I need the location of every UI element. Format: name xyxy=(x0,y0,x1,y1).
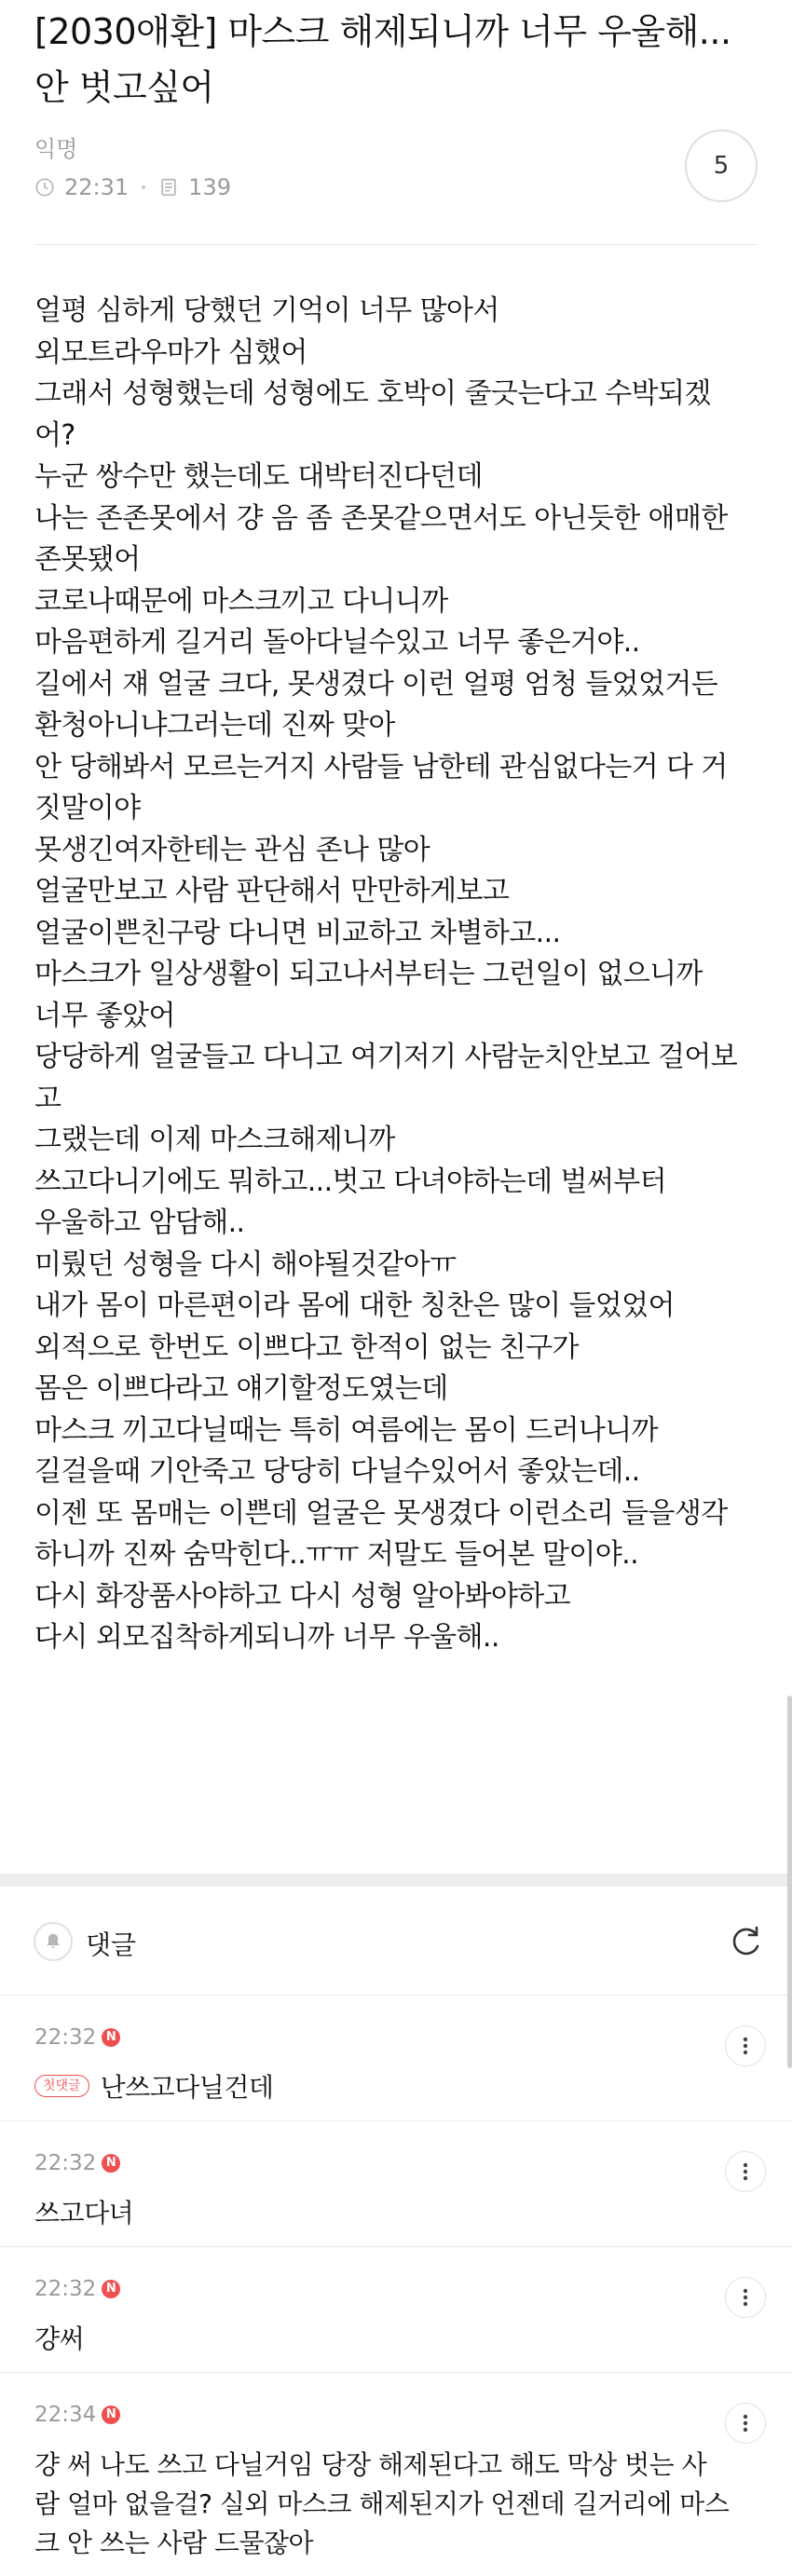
comment-text-line xyxy=(34,2446,724,2485)
post-body-line: 그래서 성형했는데 성형에도 호박이 줄긋는다고 수박되겠 xyxy=(34,377,711,410)
comment-time: 22:34 xyxy=(34,2403,97,2427)
post-body-line: 당당하게 얼굴들고 다니고 여기저기 사람눈치안보고 걸어보 xyxy=(34,1041,738,1073)
post-body-line: 마스크가 일상생활이 되고나서부터는 그런일이 없으니까 xyxy=(34,958,703,990)
comment-text xyxy=(34,2194,724,2233)
post-body-line: 못생긴여자한테는 관심 존나 많아 xyxy=(34,833,430,866)
post-body-line: 몸은 이쁘다라고 얘기할정도였는데 xyxy=(34,1372,448,1405)
post-title: [2030애환] 마스크 해제되니까 너무 우울해... 안 벗고싶어 xyxy=(34,11,731,108)
comment-time: 22:32 xyxy=(34,2277,97,2301)
post-body-line: 마음편하게 길거리 돌아다닐수있고 너무 좋은거야.. xyxy=(34,626,640,659)
post-body-line: 길걸을때 기안죽고 당당히 다닐수있어서 좋았는데.. xyxy=(34,1455,640,1488)
comment-text-line xyxy=(34,2524,724,2563)
comment-time: 22:32 xyxy=(34,2025,97,2050)
comment-text-line xyxy=(34,2194,724,2233)
comment-line-text: 난쓰고다닐건데 xyxy=(100,2072,274,2103)
comment-text xyxy=(34,2446,730,2563)
comment-text xyxy=(34,2068,724,2107)
comment-meta xyxy=(34,2276,120,2302)
post-body-line: 길에서 쟤 얼굴 크다, 못생겼다 이런 얼평 엄청 들었었거든 xyxy=(34,667,718,701)
comment-count-button[interactable]: 5 xyxy=(685,129,758,202)
view-count: 139 xyxy=(188,174,231,200)
scrollbar[interactable] xyxy=(787,1696,792,2068)
post-body-line: 쓰고다니기에도 뭐하고...벗고 다녀야하는데 벌써부터 xyxy=(34,1165,666,1198)
post-body-line: 외모트라우마가 심했어 xyxy=(34,335,307,369)
post-body-line: 내가 몸이 마른편이라 몸에 대한 칭찬은 많이 들었었어 xyxy=(34,1289,675,1322)
new-badge: N xyxy=(102,2028,120,2047)
post-body-line: 존못됐어 xyxy=(34,543,141,576)
comment-line-text: 크 안 쓰는 사람 드물잖아 xyxy=(34,2528,314,2558)
comment-item xyxy=(0,2120,792,2247)
comments-label: 댓글 xyxy=(86,1929,137,1960)
bell-icon[interactable] xyxy=(34,1922,73,1961)
comment-meta xyxy=(34,2150,120,2176)
comment-time: 22:32 xyxy=(34,2151,97,2175)
comment-text-line xyxy=(34,2320,724,2359)
post-body-line: 코로나때문에 마스크끼고 다니니까 xyxy=(34,584,448,618)
refresh-icon[interactable] xyxy=(725,1922,766,1963)
comment-text xyxy=(34,2320,724,2359)
post-body-line: 외적으로 한번도 이쁘다고 한적이 없는 친구가 xyxy=(34,1330,579,1364)
post-meta xyxy=(34,173,231,201)
post-header xyxy=(0,0,792,244)
post-body-line: 얼평 심하게 당했던 기억이 너무 많아서 xyxy=(34,294,499,327)
post-body-line: 누군 쌍수만 했는데도 대박터진다던데 xyxy=(34,460,483,493)
more-vertical-icon[interactable] xyxy=(725,2277,766,2318)
post-body-line: 다시 화장품사야하고 다시 성형 알아봐야하고 xyxy=(34,1579,570,1613)
post-body-line: 얼굴만보고 사람 판단해서 만만하게보고 xyxy=(34,875,510,907)
more-vertical-icon[interactable] xyxy=(725,2151,766,2192)
post-body-line: 마스크 끼고다닐때는 특히 여름에는 몸이 드러나니까 xyxy=(34,1413,659,1447)
post-time: 22:31 xyxy=(64,174,130,200)
post-body-line: 나는 존존못에서 걍 음 좀 존못같으면서도 아닌듯한 애매한 xyxy=(34,501,728,535)
comment-item xyxy=(0,2372,792,2576)
comment-text-line xyxy=(34,2485,730,2524)
clock-icon xyxy=(34,177,55,198)
post-body xyxy=(34,291,771,1659)
post-body-line: 고 xyxy=(34,1082,61,1115)
new-badge: N xyxy=(102,2154,120,2173)
post-body-line: 우울하고 암담해.. xyxy=(34,1206,245,1239)
header-divider xyxy=(34,244,758,245)
post-body-line: 환청아니냐그러는데 진짜 맞아 xyxy=(34,709,395,742)
comment-line-text: 걍 써 나도 쓰고 다닐거임 당장 해제된다고 해도 막상 벗는 사 xyxy=(34,2449,707,2480)
post-body-line: 그랬는데 이제 마스크해제니까 xyxy=(34,1124,395,1156)
comment-line-text: 쓰고다녀 xyxy=(34,2198,134,2228)
comment-meta xyxy=(34,2402,120,2428)
new-badge: N xyxy=(102,2280,120,2298)
comment-text-line xyxy=(34,2068,724,2107)
new-badge: N xyxy=(102,2406,120,2424)
section-divider xyxy=(0,1874,792,1887)
comment-item xyxy=(0,1995,792,2121)
comment-meta xyxy=(34,2024,120,2051)
comments-header xyxy=(0,1887,792,1995)
comment-item xyxy=(0,2246,792,2373)
post-body-line: 짓말이야 xyxy=(34,792,141,825)
post-body-line: 너무 좋았어 xyxy=(34,999,175,1032)
more-vertical-icon[interactable] xyxy=(725,2025,766,2066)
meta-separator xyxy=(142,185,145,189)
author-name: 익명 xyxy=(34,136,78,162)
comment-line-text: 걍써 xyxy=(34,2324,85,2354)
comment-line-text: 람 얼마 없을걸? 실외 마스크 해제된지가 언젠데 길거리에 마스 xyxy=(34,2488,730,2519)
more-vertical-icon[interactable] xyxy=(725,2403,766,2444)
post-body-line: 안 당해봐서 모르는거지 사람들 남한테 관심없다는거 다 거 xyxy=(34,750,728,784)
post-body-line: 미뤘던 성형을 다시 해야될것같아ㅠ xyxy=(34,1247,457,1281)
first-comment-tag: 첫댓글 xyxy=(34,2075,89,2097)
post-body-line: 하니까 진짜 숨막힌다..ㅠㅠ 저말도 들어본 말이야.. xyxy=(34,1538,639,1571)
document-icon xyxy=(158,177,179,198)
post-body-line: 이젠 또 몸매는 이쁜데 얼굴은 못생겼다 이런소리 들을생각 xyxy=(34,1496,728,1530)
post-body-line: 다시 외모집착하게되니까 너무 우울해.. xyxy=(34,1621,499,1654)
post-body-line: 얼굴이쁜친구랑 다니면 비교하고 차별하고... xyxy=(34,916,561,949)
post-body-line: 어? xyxy=(34,418,75,452)
